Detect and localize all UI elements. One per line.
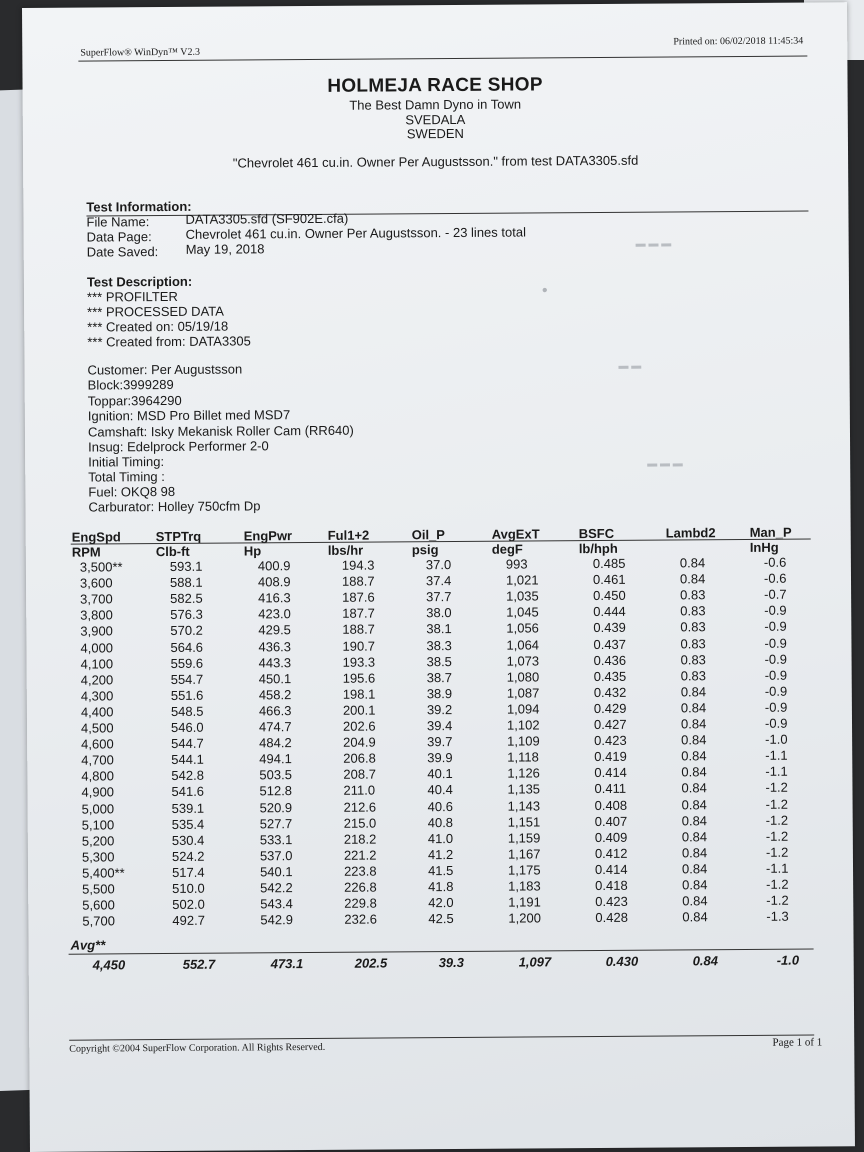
detail-block: Block:3999289 bbox=[87, 376, 174, 393]
cell-power: 423.0 bbox=[258, 606, 291, 622]
cell-fuel: 221.2 bbox=[343, 847, 377, 863]
cell-exhaust-temp: 1,135 bbox=[507, 781, 541, 798]
cell-power: 400.9 bbox=[257, 558, 291, 574]
cell-fuel: 206.8 bbox=[343, 750, 376, 766]
cell-bsfc: 0.414 bbox=[594, 861, 628, 877]
cell-bsfc: 0.411 bbox=[594, 781, 627, 797]
cell-fuel: 223.8 bbox=[343, 863, 377, 879]
cell-lambda: 0.83 bbox=[680, 635, 706, 651]
cell-manifold-pressure: -1.2 bbox=[766, 876, 789, 892]
cell-lambda: 0.84 bbox=[681, 845, 708, 861]
cell-torque: 548.5 bbox=[170, 703, 204, 719]
cell-power: 466.3 bbox=[258, 703, 292, 719]
cell-manifold-pressure: -1.2 bbox=[765, 812, 789, 828]
avg-cell-fuel: 202.5 bbox=[354, 955, 388, 971]
bleed-through-mark: ▬ ▬ ▬ bbox=[647, 458, 683, 470]
cell-torque: 551.6 bbox=[170, 687, 204, 703]
cell-bsfc: 0.407 bbox=[594, 813, 628, 829]
cell-torque: 544.7 bbox=[171, 735, 204, 752]
cell-exhaust-temp: 1,064 bbox=[506, 636, 540, 653]
cell-manifold-pressure: -0.9 bbox=[764, 699, 788, 715]
test-information-heading: Test Information: bbox=[86, 198, 192, 215]
column-name: BSFC bbox=[578, 525, 615, 542]
cell-oil-pressure: 38.5 bbox=[426, 653, 452, 669]
cell-oil-pressure: 38.3 bbox=[426, 637, 452, 653]
cell-lambda: 0.84 bbox=[680, 700, 707, 716]
cell-bsfc: 0.432 bbox=[593, 684, 627, 700]
avg-cell-power: 473.1 bbox=[270, 956, 304, 972]
cell-oil-pressure: 42.5 bbox=[428, 911, 454, 927]
cell-torque: 576.3 bbox=[170, 607, 203, 623]
shop-city: SVEDALA bbox=[405, 111, 466, 128]
test-title: "Chevrolet 461 cu.in. Owner Per Augustsson." from test DATA3305.sfd bbox=[232, 152, 639, 171]
cell-power: 436.3 bbox=[258, 638, 292, 654]
cell-power: 484.2 bbox=[259, 735, 292, 751]
cell-manifold-pressure: -0.9 bbox=[764, 602, 787, 619]
avg-cell-lambda: 0.84 bbox=[692, 953, 719, 969]
cell-fuel: 232.6 bbox=[344, 911, 377, 927]
detail-customer: Customer: Per Augustsson bbox=[87, 361, 243, 378]
column-name: Oil_P bbox=[411, 527, 445, 543]
cell-exhaust-temp: 1,200 bbox=[508, 910, 541, 926]
cell-rpm: 4,500 bbox=[80, 720, 114, 736]
file-name-label: File Name: bbox=[86, 214, 150, 230]
cell-exhaust-temp: 1,151 bbox=[507, 813, 541, 830]
cell-fuel: 202.6 bbox=[342, 718, 376, 734]
cell-torque: 546.0 bbox=[170, 719, 204, 735]
data-page-value: Chevrolet 461 cu.in. Owner Per Augustsson. - 23 lines total bbox=[185, 224, 526, 242]
cell-exhaust-temp: 1,118 bbox=[507, 749, 539, 765]
description-line: *** PROCESSED DATA bbox=[87, 303, 224, 320]
cell-power: 537.0 bbox=[259, 847, 293, 864]
cell-oil-pressure: 41.5 bbox=[427, 862, 454, 879]
cell-torque: 530.4 bbox=[171, 832, 205, 848]
cell-rpm: 5,400** bbox=[81, 865, 125, 881]
cell-oil-pressure: 40.4 bbox=[427, 782, 453, 798]
average-label: Avg** bbox=[70, 937, 106, 953]
cell-manifold-pressure: -1.1 bbox=[765, 860, 789, 876]
cell-exhaust-temp: 993 bbox=[505, 556, 528, 572]
cell-power: 458.2 bbox=[258, 686, 292, 703]
cell-oil-pressure: 38.9 bbox=[426, 685, 453, 701]
cell-rpm: 4,600 bbox=[81, 736, 114, 752]
cell-lambda: 0.83 bbox=[680, 619, 706, 635]
cell-torque: 542.8 bbox=[171, 768, 204, 784]
cell-rpm: 5,000 bbox=[81, 800, 115, 817]
cell-exhaust-temp: 1,183 bbox=[508, 878, 541, 894]
cell-manifold-pressure: -1.1 bbox=[765, 747, 788, 764]
cell-bsfc: 0.439 bbox=[593, 620, 626, 636]
cell-fuel: 190.7 bbox=[342, 638, 376, 654]
cell-torque: 517.4 bbox=[171, 864, 205, 880]
description-line: *** PROFILTER bbox=[86, 288, 178, 305]
cell-lambda: 0.84 bbox=[680, 684, 707, 700]
detail-ignition: Ignition: MSD Pro Billet med MSD7 bbox=[87, 407, 291, 424]
cell-fuel: 194.3 bbox=[341, 557, 375, 573]
cell-bsfc: 0.485 bbox=[592, 555, 626, 572]
cell-rpm: 4,300 bbox=[80, 688, 114, 704]
cell-torque: 510.0 bbox=[172, 880, 205, 896]
cell-power: 512.8 bbox=[259, 783, 293, 799]
cell-manifold-pressure: -0.9 bbox=[764, 635, 787, 651]
cell-fuel: 211.0 bbox=[343, 782, 376, 799]
cell-torque: 559.6 bbox=[170, 655, 204, 671]
detail-toppar: Toppar:3964290 bbox=[87, 392, 182, 409]
cell-manifold-pressure: -0.9 bbox=[764, 667, 788, 683]
detail-camshaft: Camshaft: Isky Mekanisk Roller Cam (RR640) bbox=[87, 422, 354, 440]
column-unit: Hp bbox=[243, 543, 262, 559]
cell-bsfc: 0.436 bbox=[593, 652, 627, 668]
column-name: AvgExT bbox=[491, 526, 540, 542]
cell-lambda: 0.84 bbox=[681, 748, 707, 764]
cell-manifold-pressure: -0.7 bbox=[764, 586, 787, 603]
cell-manifold-pressure: -1.2 bbox=[765, 796, 789, 812]
cell-power: 542.9 bbox=[260, 912, 293, 928]
cell-exhaust-temp: 1,126 bbox=[507, 765, 540, 781]
cell-exhaust-temp: 1,167 bbox=[507, 846, 541, 862]
cell-lambda: 0.84 bbox=[681, 764, 707, 780]
cell-power: 543.4 bbox=[260, 896, 293, 912]
cell-bsfc: 0.408 bbox=[594, 797, 628, 813]
cell-torque: 541.6 bbox=[171, 784, 205, 800]
column-name: EngPwr bbox=[243, 528, 293, 544]
cell-manifold-pressure: -1.2 bbox=[766, 892, 789, 908]
copyright: Copyright ©2004 SuperFlow Corporation. All Rights Reserved. bbox=[69, 1041, 326, 1055]
cell-rpm: 3,500** bbox=[79, 559, 123, 575]
cell-exhaust-temp: 1,143 bbox=[507, 797, 541, 814]
cell-manifold-pressure: -1.0 bbox=[765, 731, 788, 747]
cell-exhaust-temp: 1,021 bbox=[505, 572, 539, 588]
cell-oil-pressure: 37.7 bbox=[426, 589, 452, 605]
cell-torque: 502.0 bbox=[172, 896, 205, 913]
avg-cell-rpm: 4,450 bbox=[92, 957, 126, 973]
cell-exhaust-temp: 1,159 bbox=[507, 830, 541, 846]
cell-lambda: 0.84 bbox=[682, 877, 708, 893]
cell-lambda: 0.84 bbox=[682, 909, 708, 925]
cell-power: 527.7 bbox=[259, 815, 293, 831]
cell-torque: 570.2 bbox=[170, 623, 203, 639]
column-unit: InHg bbox=[749, 539, 779, 555]
dyno-report-page bbox=[22, 2, 855, 1152]
cell-manifold-pressure: -0.9 bbox=[764, 651, 788, 667]
bleed-through-mark: ▬ ▬ bbox=[618, 360, 642, 372]
cell-rpm: 5,100 bbox=[81, 816, 115, 833]
cell-torque: 524.2 bbox=[171, 848, 205, 864]
cell-manifold-pressure: -0.9 bbox=[764, 715, 788, 731]
cell-torque: 492.7 bbox=[172, 912, 205, 929]
detail-carburator: Carburator: Holley 750cfm Dp bbox=[88, 498, 261, 515]
cell-lambda: 0.83 bbox=[680, 651, 706, 668]
bleed-through-mark: ▬ ▬ ▬ bbox=[635, 238, 672, 250]
cell-manifold-pressure: -1.2 bbox=[765, 844, 789, 860]
cell-fuel: 195.6 bbox=[342, 670, 376, 686]
cell-rpm: 4,100 bbox=[80, 655, 114, 672]
cell-fuel: 193.3 bbox=[342, 654, 376, 670]
cell-oil-pressure: 41.2 bbox=[427, 846, 454, 862]
cell-rpm: 4,800 bbox=[81, 768, 114, 784]
column-unit: psig bbox=[411, 542, 439, 558]
cell-lambda: 0.84 bbox=[681, 828, 708, 845]
cell-oil-pressure: 37.4 bbox=[425, 573, 452, 589]
cell-rpm: 5,500 bbox=[82, 881, 115, 897]
cell-exhaust-temp: 1,102 bbox=[506, 717, 540, 733]
cell-lambda: 0.84 bbox=[679, 555, 706, 571]
cell-bsfc: 0.450 bbox=[593, 587, 626, 604]
avg-cell-exhaust-temp: 1,097 bbox=[518, 954, 552, 970]
cell-bsfc: 0.423 bbox=[595, 893, 628, 910]
cell-power: 542.2 bbox=[260, 880, 293, 896]
column-name: Lambd2 bbox=[665, 525, 716, 541]
cell-power: 540.1 bbox=[259, 864, 293, 880]
cell-oil-pressure: 40.8 bbox=[427, 814, 454, 830]
printed-on: Printed on: 06/02/2018 11:45:34 bbox=[673, 35, 804, 48]
cell-lambda: 0.84 bbox=[681, 861, 708, 877]
cell-power: 408.9 bbox=[257, 574, 291, 590]
column-unit: lbs/hr bbox=[327, 542, 364, 558]
cell-power: 450.1 bbox=[258, 670, 292, 687]
cell-bsfc: 0.423 bbox=[594, 732, 627, 749]
column-name: Man_P bbox=[749, 524, 792, 540]
column-name: EngSpd bbox=[71, 529, 121, 545]
description-line: *** Created from: DATA3305 bbox=[87, 333, 251, 350]
cell-exhaust-temp: 1,094 bbox=[506, 701, 540, 717]
cell-torque: 593.1 bbox=[169, 558, 203, 574]
cell-fuel: 187.6 bbox=[342, 589, 375, 605]
cell-exhaust-temp: 1,109 bbox=[507, 733, 540, 749]
cell-lambda: 0.84 bbox=[682, 893, 708, 909]
cell-fuel: 226.8 bbox=[344, 879, 377, 895]
cell-rpm: 4,400 bbox=[80, 704, 114, 720]
cell-rpm: 4,700 bbox=[81, 752, 114, 768]
avg-cell-torque: 552.7 bbox=[182, 956, 216, 972]
cell-rpm: 5,300 bbox=[81, 849, 115, 865]
cell-bsfc: 0.418 bbox=[595, 877, 628, 894]
cell-fuel: 200.1 bbox=[342, 702, 376, 718]
cell-exhaust-temp: 1,035 bbox=[506, 588, 539, 604]
cell-lambda: 0.84 bbox=[681, 812, 708, 829]
column-name: STPTrq bbox=[155, 528, 202, 545]
cell-exhaust-temp: 1,073 bbox=[506, 652, 540, 669]
cell-oil-pressure: 40.6 bbox=[427, 798, 453, 814]
cell-oil-pressure: 38.7 bbox=[426, 669, 453, 685]
cell-rpm: 3,700 bbox=[80, 591, 113, 607]
cell-torque: 554.7 bbox=[170, 671, 204, 687]
cell-power: 494.1 bbox=[259, 751, 292, 767]
cell-bsfc: 0.409 bbox=[594, 829, 628, 845]
cell-oil-pressure: 39.7 bbox=[427, 734, 453, 750]
cell-bsfc: 0.444 bbox=[593, 604, 626, 620]
cell-torque: 544.1 bbox=[171, 751, 204, 768]
file-name-value: DATA3305.sfd (SF902E.cfa) bbox=[185, 210, 349, 227]
cell-fuel: 204.9 bbox=[343, 734, 376, 750]
column-unit: RPM bbox=[71, 544, 101, 560]
cell-bsfc: 0.435 bbox=[593, 668, 627, 684]
cell-lambda: 0.83 bbox=[680, 587, 706, 603]
column-unit: lb/hph bbox=[578, 540, 618, 557]
cell-torque: 539.1 bbox=[171, 800, 205, 816]
cell-fuel: 188.7 bbox=[341, 573, 375, 589]
shop-country: SWEDEN bbox=[406, 125, 464, 142]
cell-lambda: 0.84 bbox=[681, 796, 707, 812]
cell-power: 520.9 bbox=[259, 799, 293, 815]
cell-lambda: 0.84 bbox=[679, 571, 706, 587]
cell-fuel: 218.2 bbox=[343, 831, 377, 847]
cell-torque: 564.6 bbox=[170, 639, 204, 655]
cell-manifold-pressure: -1.1 bbox=[765, 763, 788, 780]
cell-bsfc: 0.461 bbox=[592, 571, 626, 588]
avg-cell-manifold-pressure: -1.0 bbox=[776, 952, 800, 968]
cell-rpm: 4,900 bbox=[81, 784, 115, 800]
cell-torque: 535.4 bbox=[171, 816, 205, 832]
cell-bsfc: 0.414 bbox=[594, 765, 627, 781]
cell-lambda: 0.83 bbox=[680, 667, 707, 684]
cell-rpm: 3,900 bbox=[80, 623, 113, 639]
avg-cell-bsfc: 0.430 bbox=[605, 953, 639, 969]
detail-initial-timing: Initial Timing: bbox=[88, 454, 165, 470]
cell-power: 416.3 bbox=[258, 590, 291, 606]
cell-power: 533.1 bbox=[259, 831, 293, 848]
cell-power: 429.5 bbox=[258, 622, 291, 638]
cell-rpm: 5,600 bbox=[82, 897, 115, 913]
cell-exhaust-temp: 1,080 bbox=[506, 669, 540, 685]
cell-oil-pressure: 41.8 bbox=[428, 879, 454, 895]
cell-rpm: 5,200 bbox=[81, 833, 115, 849]
cell-oil-pressure: 39.4 bbox=[426, 718, 453, 734]
cell-exhaust-temp: 1,175 bbox=[507, 862, 541, 878]
cell-exhaust-temp: 1,045 bbox=[506, 604, 539, 620]
cell-bsfc: 0.419 bbox=[594, 748, 627, 765]
cell-fuel: 215.0 bbox=[343, 815, 377, 831]
column-name: Ful1+2 bbox=[327, 527, 370, 543]
column-header-lambda bbox=[666, 525, 716, 540]
cell-bsfc: 0.412 bbox=[594, 845, 628, 861]
avg-cell-oil-pressure: 39.3 bbox=[438, 954, 465, 971]
bleed-through-mark: • bbox=[541, 282, 548, 300]
page-number: Page 1 of 1 bbox=[772, 1036, 823, 1049]
cell-oil-pressure: 41.0 bbox=[427, 830, 454, 846]
date-saved-value: May 19, 2018 bbox=[185, 241, 265, 257]
cell-fuel: 229.8 bbox=[344, 895, 377, 911]
cell-manifold-pressure: -1.3 bbox=[766, 908, 789, 925]
cell-lambda: 0.84 bbox=[680, 716, 707, 732]
cell-lambda: 0.84 bbox=[681, 732, 707, 748]
data-page-label: Data Page: bbox=[86, 229, 152, 245]
cell-manifold-pressure: -0.9 bbox=[764, 683, 788, 699]
cell-oil-pressure: 40.1 bbox=[427, 766, 453, 782]
detail-total-timing: Total Timing : bbox=[88, 469, 165, 485]
cell-rpm: 4,000 bbox=[80, 639, 114, 656]
cell-bsfc: 0.429 bbox=[593, 700, 627, 716]
cell-bsfc: 0.437 bbox=[593, 636, 627, 652]
test-description-heading: Test Description: bbox=[86, 273, 193, 290]
cell-fuel: 198.1 bbox=[342, 686, 376, 702]
date-saved-label: Date Saved: bbox=[86, 244, 159, 260]
cell-lambda: 0.83 bbox=[680, 603, 706, 619]
cell-exhaust-temp: 1,056 bbox=[506, 620, 539, 637]
cell-manifold-pressure: -0.6 bbox=[763, 570, 787, 586]
cell-torque: 588.1 bbox=[169, 574, 203, 591]
cell-manifold-pressure: -1.2 bbox=[765, 828, 789, 844]
cell-rpm: 3,600 bbox=[79, 575, 113, 591]
cell-power: 474.7 bbox=[258, 719, 292, 735]
cell-rpm: 4,200 bbox=[80, 672, 114, 688]
cell-oil-pressure: 37.0 bbox=[425, 557, 452, 573]
software-name: SuperFlow® WinDyn™ V2.3 bbox=[80, 46, 201, 59]
detail-insug: Insug: Edelprock Performer 2-0 bbox=[88, 438, 269, 455]
cell-manifold-pressure: -1.2 bbox=[765, 780, 788, 796]
cell-fuel: 188.7 bbox=[342, 621, 375, 638]
cell-exhaust-temp: 1,087 bbox=[506, 685, 540, 701]
cell-manifold-pressure: -0.9 bbox=[764, 619, 787, 635]
cell-oil-pressure: 38.0 bbox=[426, 605, 452, 621]
cell-rpm: 3,800 bbox=[80, 607, 113, 623]
cell-bsfc: 0.428 bbox=[595, 909, 628, 926]
cell-bsfc: 0.427 bbox=[593, 716, 627, 733]
shop-tagline: The Best Damn Dyno in Town bbox=[349, 96, 522, 113]
column-unit: degF bbox=[491, 541, 523, 557]
cell-oil-pressure: 42.0 bbox=[428, 895, 454, 911]
description-line: *** Created on: 05/19/18 bbox=[87, 318, 229, 335]
cell-rpm: 5,700 bbox=[82, 913, 115, 929]
cell-power: 503.5 bbox=[259, 767, 292, 783]
footer-divider bbox=[69, 1034, 814, 1040]
cell-power: 443.3 bbox=[258, 654, 292, 670]
shop-name: HOLMEJA RACE SHOP bbox=[327, 74, 543, 97]
cell-manifold-pressure: -0.6 bbox=[763, 554, 787, 570]
cell-fuel: 187.7 bbox=[342, 605, 375, 622]
cell-exhaust-temp: 1,191 bbox=[508, 894, 541, 910]
cell-torque: 582.5 bbox=[170, 590, 203, 607]
cell-fuel: 212.6 bbox=[343, 799, 377, 815]
average-row bbox=[29, 952, 854, 974]
cell-lambda: 0.84 bbox=[681, 780, 707, 796]
cell-oil-pressure: 39.2 bbox=[426, 701, 453, 718]
column-unit: Clb-ft bbox=[155, 543, 190, 560]
cell-fuel: 208.7 bbox=[343, 766, 376, 783]
detail-fuel: Fuel: OKQ8 98 bbox=[88, 483, 176, 500]
cell-oil-pressure: 38.1 bbox=[426, 621, 452, 637]
cell-oil-pressure: 39.9 bbox=[427, 750, 453, 766]
